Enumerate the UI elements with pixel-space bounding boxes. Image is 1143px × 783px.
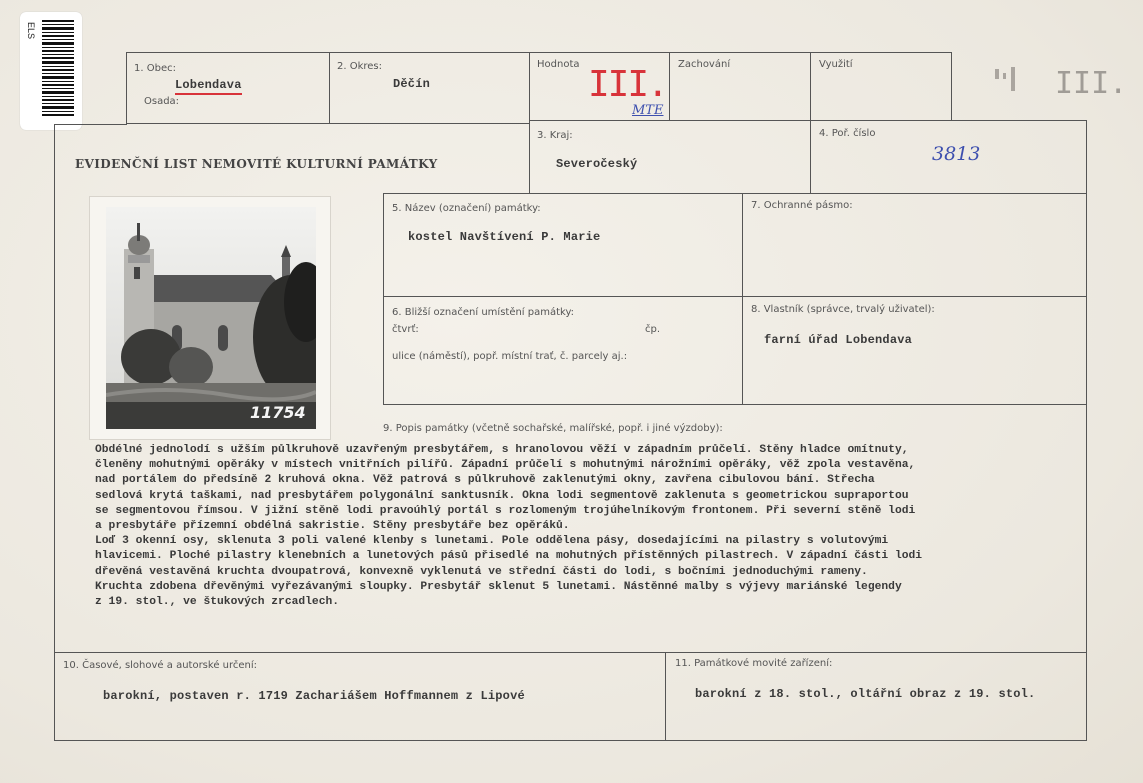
movite-value: barokní z 18. stol., oltářní obraz z 19. stol. bbox=[695, 687, 1036, 701]
obec-value: Lobendava bbox=[175, 78, 242, 95]
church-photo bbox=[106, 207, 316, 429]
zachovani-label: Zachování bbox=[678, 59, 731, 70]
casove-label: 10. Časové, slohové a autorské určení: bbox=[63, 660, 258, 671]
description-line: hlavicemi. Ploché pilastry klenebních a lunetových pásů přisedlé na mohutných přístěnných pilastrech. V západní části lodi bbox=[95, 550, 923, 563]
kraj-value: Severočeský bbox=[556, 157, 638, 171]
cp-label: čp. bbox=[645, 324, 661, 335]
nazev-value: kostel Navštívení P. Marie bbox=[408, 230, 601, 244]
umisteni-label: 6. Bližší označení umístění památky: bbox=[392, 307, 575, 318]
obec-label: 1. Obec: bbox=[134, 63, 176, 74]
ctvrt-label: čtvrť: bbox=[392, 324, 419, 335]
description-line: Loď 3 okenní osy, sklenuta 3 poli valené klenby s lunetami. Pole oddělena pásy, dosedajícími na pilastry s volutovými bbox=[95, 535, 889, 548]
hodnota-label: Hodnota bbox=[537, 59, 580, 70]
nazev-label: 5. Název (označení) památky: bbox=[392, 203, 541, 214]
por-cislo-value: 3813 bbox=[932, 143, 981, 165]
description-line: Kruchta zdobena dřevěnými vyřezávanými sloupky. Presbytář sklenut 5 lunetami. Nástěnné malby s výjevy mariánské legendy bbox=[95, 580, 902, 593]
ulice-label: ulice (náměstí), popř. místní trať, č. parcely aj.: bbox=[392, 351, 628, 362]
description-line: dřevěná vestavěná kruchta dvoupatrová, konvexně vyklenutá ve střední části do lodi, s bočními jednoduchými rameny. bbox=[95, 565, 868, 578]
hodnota-note: MTE bbox=[632, 103, 664, 118]
barcode-label bbox=[20, 12, 82, 130]
page-title: EVIDENČNÍ LIST NEMOVITÉ KULTURNÍ PAMÁTKY bbox=[75, 157, 438, 171]
barcode-text: ELS bbox=[26, 22, 36, 40]
casove-value: barokní, postaven r. 1719 Zachariášem Hoffmannem z Lipové bbox=[103, 689, 525, 703]
description-line: členěny mohutnými opěráky v místech vnitřních pilířů. Západní průčelí s mohutnými nárožními opěráky, věž zpola vestavěna, bbox=[95, 459, 916, 472]
vlastnik-label: 8. Vlastník (správce, trvalý uživatel): bbox=[751, 304, 935, 315]
description-line: nad portálem do předsíně 2 kruhová okna. Věž patrová s půlkruhově zaklenutými okny, zavřena cibulovou bání. Střecha bbox=[95, 474, 875, 487]
okres-label: 2. Okres: bbox=[337, 61, 383, 72]
description-line: Obdélné jednolodí s užším půlkruhově uzavřeným presbytářem, s hranolovou věží v západním průčelí. Stěny hladce omítnuty, bbox=[95, 444, 909, 456]
por-cislo-label: 4. Poř. číslo bbox=[819, 128, 876, 139]
movite-label: 11. Památkové movité zařízení: bbox=[675, 658, 833, 669]
kraj-label: 3. Kraj: bbox=[537, 130, 573, 141]
hodnota-value: III. bbox=[588, 64, 667, 105]
description-line: se segmentovou římsou. V jižní stěně lodi pravoúhlý portál s rozlomeným trojúhelníkovým frontonem. Při severní stěně lodi bbox=[95, 504, 916, 517]
okres-value: Děčín bbox=[393, 77, 431, 91]
faded-stamp-icon bbox=[995, 67, 1019, 97]
vyuziti-label: Využití bbox=[819, 59, 853, 70]
description-line: a presbytáře přízemní obdélná sakristie. Stěny presbytáře bez opěráků. bbox=[95, 520, 570, 533]
description-text bbox=[95, 443, 1080, 610]
description-line: z 19. stol., ve štukových zrcadlech. bbox=[95, 596, 340, 609]
photo-number: 11754 bbox=[250, 403, 306, 422]
popis-label: 9. Popis památky (včetně sochařské, malířské, popř. i jiné výzdoby): bbox=[383, 423, 723, 434]
corner-mark: III. bbox=[1055, 66, 1128, 101]
vlastnik-value: farní úřad Lobendava bbox=[764, 333, 913, 347]
description-line: sedlová krytá taškami, nad presbytářem polygonální sanktusník. Okna lodi segmentově zaklenuta s geometrickou supraportou bbox=[95, 489, 909, 502]
osada-label: Osada: bbox=[144, 96, 180, 107]
barcode-icon bbox=[42, 20, 74, 118]
ochranne-label: 7. Ochranné pásmo: bbox=[751, 200, 853, 211]
photo-frame bbox=[89, 196, 331, 440]
